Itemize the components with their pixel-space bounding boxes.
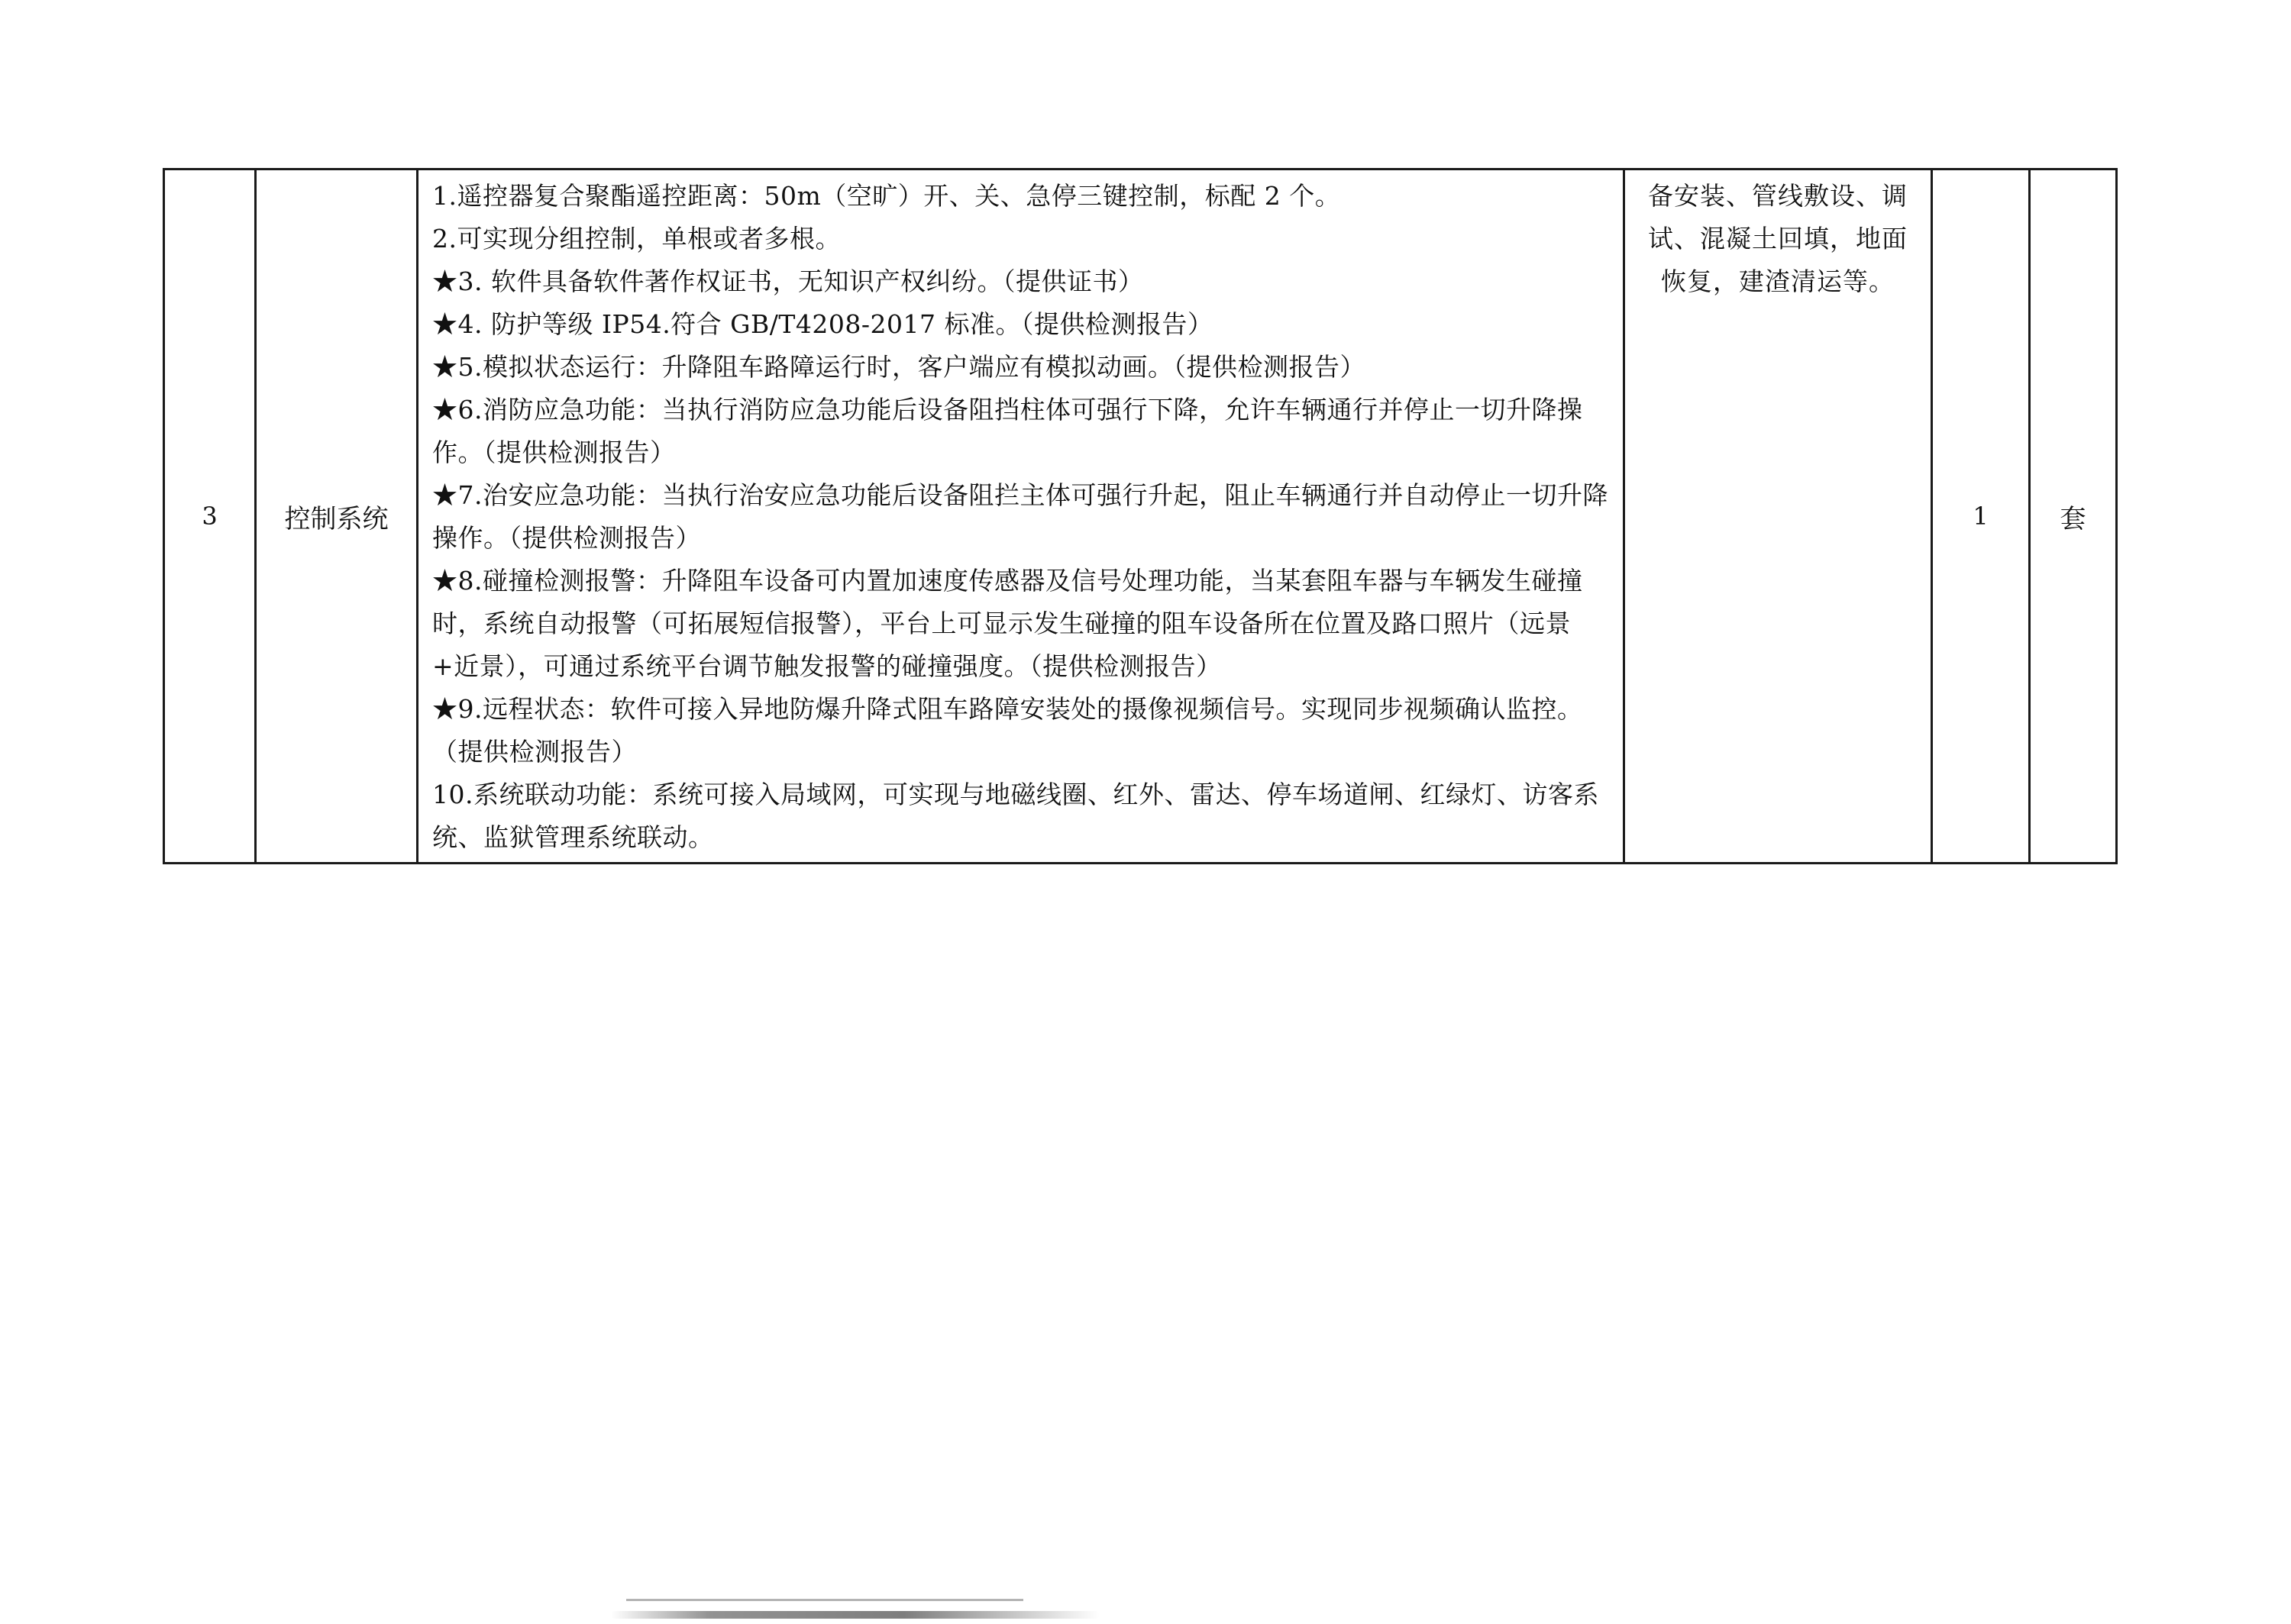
unit: 套: [2060, 503, 2086, 534]
description-item: ★9.远程状态：软件可接入异地防爆升降式阻车路障安装处的摄像视频信号。实现同步视频确认监控。（提供检测报告）: [432, 694, 1583, 767]
description-item: ★6.消防应急功能：当执行消防应急功能后设备阻挡柱体可强行下降，允许车辆通行并停止一切升降操作。（提供检测报告）: [432, 395, 1583, 467]
description-item: 1.遥控器复合聚酯遥控距离：50m（空旷）开、关、急停三键控制，标配 2 个。: [432, 181, 1341, 211]
item-name: 控制系统: [284, 503, 389, 534]
unit-cell: [2030, 170, 2117, 864]
description-cell: [418, 170, 1624, 864]
description-item: ★3. 软件具备软件著作权证书，无知识产权纠纷。（提供证书）: [432, 266, 1144, 296]
install-text: 备安装、管线敷设、调试、混凝土回填，地面恢复，建渣清运等。: [1648, 181, 1908, 296]
row-number: 3: [202, 502, 218, 531]
description-item: ★5.模拟状态运行：升降阻车路障运行时，客户端应有模拟动画。（提供检测报告）: [432, 352, 1365, 382]
description-item: 10.系统联动功能：系统可接入局域网，可实现与地磁线圈、红外、雷达、停车场道闸、红绿灯、访客系统、监狱管理系统联动。: [432, 780, 1599, 852]
row-number-cell: [164, 170, 256, 864]
scan-artifact-line: [626, 1599, 1023, 1601]
table-row: [164, 170, 2117, 864]
install-cell: [1624, 170, 1932, 864]
spec-table: [163, 168, 2118, 864]
description-item: ★7.治安应急功能：当执行治安应急功能后设备阻拦主体可强行升起，阻止车辆通行并自动停止一切升降操作。（提供检测报告）: [432, 480, 1608, 553]
quantity: 1: [1973, 502, 1989, 531]
description-item: ★8.碰撞检测报警：升降阻车设备可内置加速度传感器及信号处理功能，当某套阻车器与车辆发生碰撞时，系统自动报警（可拓展短信报警），平台上可显示发生碰撞的阻车设备所在位置及路口照片（远景+近景），可通过系统平台调节触发报警的碰撞强度。（提供检测报告）: [432, 566, 1583, 681]
item-name-cell: [256, 170, 418, 864]
quantity-cell: [1932, 170, 2030, 864]
description-item: 2.可实现分组控制，单根或者多根。: [432, 224, 841, 253]
scan-artifact-mark: [611, 1611, 1100, 1619]
description-item: ★4. 防护等级 IP54.符合 GB/T4208-2017 标准。（提供检测报告）: [432, 309, 1213, 339]
